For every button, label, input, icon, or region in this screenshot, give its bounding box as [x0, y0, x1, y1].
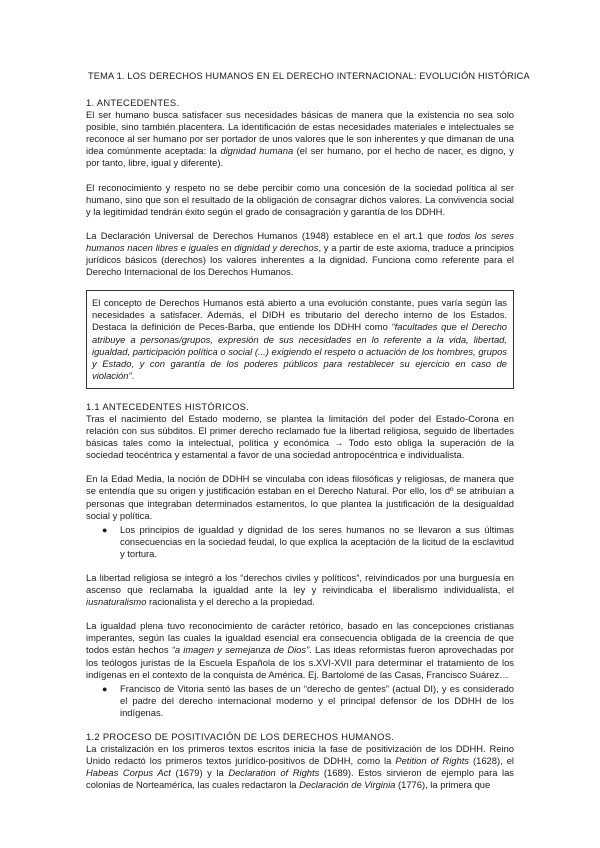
- text-emphasis: Habeas Corpus Act: [86, 767, 171, 779]
- bullet-icon: ●: [102, 683, 108, 694]
- text-run: El ser humano busca satisfacer sus necesidades básicas de manera que la existencia no sea solo posible, sino también placentera. La identificación de estas necesidades materiales e intelectuales se reconoce al ser humano por ser portador de unos valores que le son inherentes y que dimanan de una idea comúnmente aceptada: la: [86, 109, 514, 157]
- text-run: La igualdad plena tuvo reconocimiento de carácter retórico, basado en las concepciones cristianas imperantes, según las cuales la igualdad esencial era consecuencia obligada de la creencia de que todos están hechos: [86, 620, 514, 656]
- text-run: (1628), el: [469, 755, 514, 767]
- paragraph: [86, 620, 514, 680]
- text-emphasis: todos los seres humanos nacen libres e iguales en dignidad y derechos: [86, 229, 514, 253]
- text-run: , y a partir de este axioma, traduce a principios jurídicos básicos (derechos) los valores inherentes a la dignidad. Funciona como referente para el Derecho Internacional de los Derechos Humanos.: [86, 241, 514, 278]
- bullet-list: [86, 524, 514, 560]
- text-run: La Declaración Universal de Derechos Humanos (1948) establece en el art.1 que: [86, 229, 448, 241]
- text-emphasis: iusnaturalismo: [86, 596, 147, 608]
- text-run: (1776), la primera que: [395, 779, 491, 791]
- text-emphasis: “facultades que el Derecho atribuye a personas/grupos, expresión de sus necesidades en lo referente a la vida, libertad, igualdad, participación política o social (...) exigiendo el respeto o actuación de los hombres, grupos y Estado, y con garantía de los poderes públicos para restablecer su ejercicio en caso de violación”: [92, 321, 508, 381]
- box-paragraph: [92, 297, 507, 382]
- text-run: (1689). Estos sirvieron de ejemplo para las colonias de Norteamérica, las cuales redactaron la: [86, 767, 514, 791]
- bullet-list: [86, 683, 514, 719]
- text-emphasis: Declaración de Virginia: [299, 779, 396, 791]
- definition-box: [86, 290, 514, 389]
- document-body: [86, 97, 514, 804]
- list-item-text: Francisco de Vitoria sentó las bases de un “derecho de gentes” (actual DI), y es considerado el padre del derecho internacional moderno y el principal defensor de los DDHH de los indígenas.: [120, 682, 514, 718]
- paragraph: [86, 743, 514, 791]
- text-run: (el ser humano, por el hecho de nacer, es digno, y por tanto, libre, igual y diferente).: [86, 145, 514, 169]
- text-emphasis: Petition of Rights: [395, 755, 469, 767]
- text-run: racionalista y el derecho a la propiedad.: [146, 596, 315, 608]
- text-emphasis: dignidad humana: [220, 145, 294, 157]
- paragraph: El reconocimiento y respeto no se debe percibir como una concesión de la sociedad política al ser humano, sino que son el resultado de la obligación de consagrar dichos valores. La convivencia social y la legitimidad tendrán éxito según el grado de consagración y garantía de los DDHH.: [86, 181, 514, 217]
- paragraph: [86, 230, 514, 278]
- text-emphasis: “a imagen y semejanza de Dios”: [171, 644, 310, 656]
- text-run: El concepto de Derechos Humanos está abierto a una evolución constante, pues varía según las necesidades a satisfacer. Además, el DIDH es tributario del derecho interno de los Estados. Destaca la definición de Peces-Barba, que entiende los DDHH como: [92, 297, 507, 333]
- text-run: . Las ideas reformistas fueron aprovechadas por los teólogos juristas de la Escuela Española de los s.XVI-XVII para determinar el tratamiento de los indígenas en el contexto de la conquista de América. Ej. Bartolomé de las Casas, Francisco Suárez…: [86, 644, 514, 680]
- bullet-icon: ●: [102, 524, 108, 535]
- paragraph: [86, 109, 514, 169]
- text-run: .: [131, 369, 135, 381]
- text-emphasis: Declaration of Rights: [228, 767, 320, 779]
- text-run: (1679) y la: [170, 767, 229, 779]
- document-title: TEMA 1. LOS DERECHOS HUMANOS EN EL DERECHO INTERNACIONAL: EVOLUCIÓN HISTÓRICA: [88, 71, 530, 81]
- list-item: [102, 523, 514, 560]
- paragraph: Tras el nacimiento del Estado moderno, se plantea la limitación del poder del Estado-Corona en relación con sus súbditos. El primer derecho reclamado fue la libertad religiosa, seguido de libertades básicas tales como la intelectual, política y económica → Todo esto obliga la superación de la sociedad teocéntrica y estamental a favor de una sociedad antropocéntrica e individualista.: [86, 412, 514, 461]
- text-run: La cristalización en los primeros textos escritos inicia la fase de positivización de los DDHH. Reino Unido redactó los primeros textos jurídico-positivos de DDHH, como la: [86, 743, 514, 767]
- text-run: La libertad religiosa se integró a los “derechos civiles y políticos”, reivindicados por una burguesía en ascenso que reclamaba la igualdad ante la ley y reivindicaba el liberalismo individualista, el: [86, 572, 514, 596]
- list-item-text: Los principios de igualdad y dignidad de los seres humanos no se llevaron a sus últimas consecuencias en la sociedad feudal, lo que explica la aceptación de la licitud de la esclavitud y tortura.: [120, 523, 514, 559]
- section-heading-antecedentes-historicos: 1.1 ANTECEDENTES HISTÓRICOS.: [86, 400, 250, 412]
- paragraph: En la Edad Media, la noción de DDHH se vinculaba con ideas filosóficas y religiosas, de manera que se entendía que su origen y justificación estaban en el Derecho Natural. Por ello, los dº se atribuían a personas que integraban determinados estamentos, lo que plantea la justificación de la desigualdad social y política.: [86, 473, 514, 521]
- paragraph: [86, 572, 514, 608]
- section-heading-antecedentes: 1. ANTECEDENTES.: [86, 97, 180, 108]
- section-heading-positivacion: 1.2 PROCESO DE POSITIVACIÓN DE LOS DERECHOS HUMANOS.: [86, 731, 395, 743]
- list-item: [102, 682, 514, 719]
